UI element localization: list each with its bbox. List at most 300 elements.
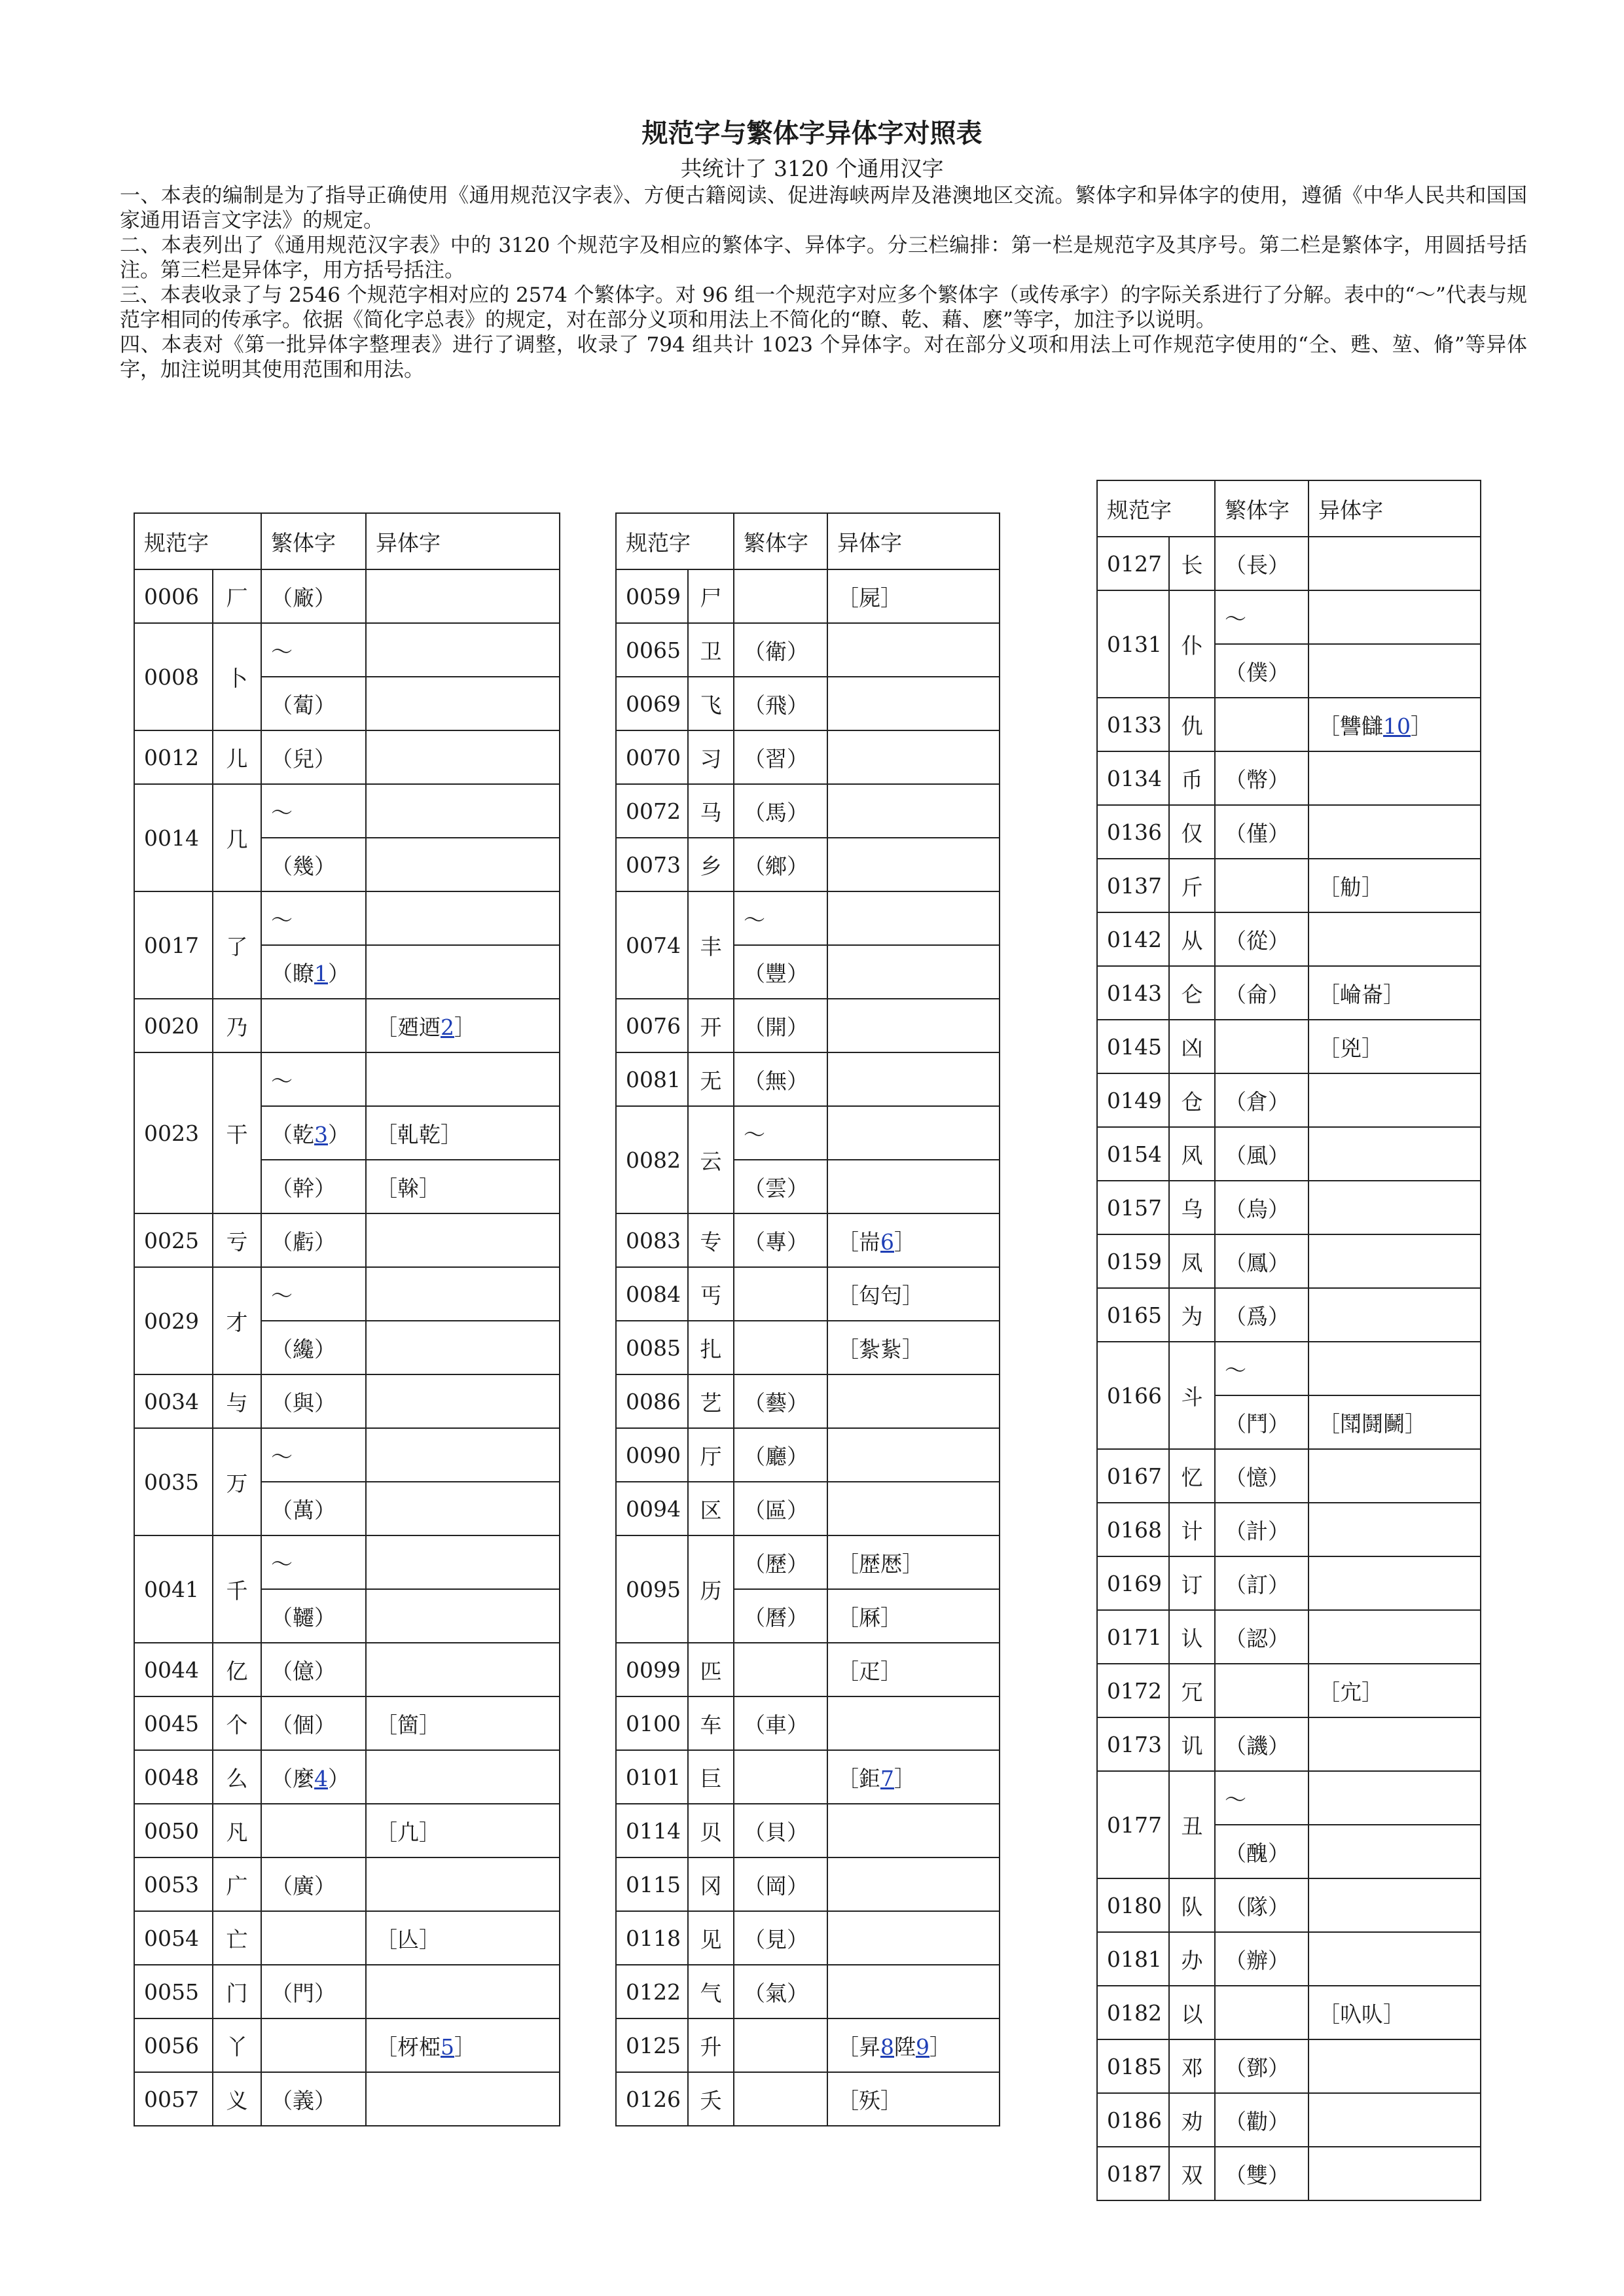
standard-char: 个 xyxy=(213,1696,261,1750)
traditional-char: （僅） xyxy=(1225,820,1290,846)
traditional-cell xyxy=(261,1696,366,1750)
variant-chars: ［昇 xyxy=(837,2034,880,2060)
standard-char: 么 xyxy=(213,1750,261,1804)
traditional-char: （歷） xyxy=(744,1551,808,1577)
traditional-char: （豐） xyxy=(744,960,808,986)
standard-char: 仆 xyxy=(1169,590,1215,698)
bracket-close: ］ xyxy=(1411,713,1432,739)
table-row xyxy=(134,1696,560,1750)
char-number: 0186 xyxy=(1097,2093,1169,2147)
traditional-cell xyxy=(1215,859,1308,912)
traditional-char: （雙） xyxy=(1225,2162,1290,2188)
traditional-char: （虧） xyxy=(271,1229,336,1255)
standard-char: 认 xyxy=(1169,1610,1215,1664)
traditional-cell xyxy=(734,999,827,1052)
standard-char: 广 xyxy=(213,1857,261,1911)
footnote-link[interactable]: 9 xyxy=(916,2034,929,2060)
traditional-cell xyxy=(261,1321,366,1374)
variant-cell xyxy=(1308,644,1481,698)
variant-cell xyxy=(366,1696,560,1750)
char-number: 0045 xyxy=(134,1696,213,1750)
variant-chars: ［亾］ xyxy=(376,1926,441,1952)
standard-char: 办 xyxy=(1169,1932,1215,1986)
traditional-cell xyxy=(261,1482,366,1535)
variant-chars: 陞 xyxy=(894,2034,916,2060)
variant-chars: ［疋］ xyxy=(837,1658,902,1684)
standard-char: 马 xyxy=(688,784,734,838)
traditional-cell xyxy=(261,677,366,730)
standard-char: 厂 xyxy=(213,569,261,623)
variant-cell xyxy=(827,1589,1000,1643)
variant-cell xyxy=(366,1589,560,1643)
footnote-link[interactable]: 5 xyxy=(441,2034,454,2060)
variant-cell xyxy=(827,1374,1000,1428)
variant-cell xyxy=(827,891,1000,945)
char-number: 0074 xyxy=(616,891,688,999)
footnote-link[interactable]: 1 xyxy=(314,960,328,986)
table-row xyxy=(616,1267,1000,1321)
standard-char: 匹 xyxy=(688,1643,734,1696)
traditional-cell xyxy=(261,623,366,677)
char-number: 0053 xyxy=(134,1857,213,1911)
table-row xyxy=(1097,859,1481,912)
table-row xyxy=(616,1696,1000,1750)
table-row xyxy=(616,623,1000,677)
variant-cell xyxy=(366,1643,560,1696)
variant-cell xyxy=(366,1911,560,1965)
table-row xyxy=(134,1428,560,1482)
char-number: 0025 xyxy=(134,1213,213,1267)
variant-cell xyxy=(827,677,1000,730)
variant-cell xyxy=(1308,1127,1481,1181)
traditional-cell xyxy=(1215,1181,1308,1234)
traditional-char: （譏） xyxy=(1225,1732,1290,1759)
standard-char: 万 xyxy=(213,1428,261,1535)
traditional-cell xyxy=(734,1696,827,1750)
table-row xyxy=(134,1643,560,1696)
variant-cell xyxy=(366,569,560,623)
traditional-cell xyxy=(261,1965,366,2018)
variant-cell xyxy=(827,1643,1000,1696)
character-table-1 xyxy=(134,512,560,2126)
traditional-char: （車） xyxy=(744,1712,808,1738)
standard-char: 丰 xyxy=(688,891,734,999)
table-row xyxy=(134,1267,560,1321)
intro-paragraph: 四、本表对《第一批异体字整理表》进行了调整，收录了 794 组共计 1023 个异体字。对在部分义项和用法上可作规范字使用的“仝、甦、堃、脩”等异体字，加注说明其使用范围和用法。 xyxy=(120,333,1527,382)
variant-cell xyxy=(827,623,1000,677)
traditional-char: （從） xyxy=(1225,927,1290,954)
traditional-char: （義） xyxy=(271,2087,336,2113)
char-number: 0101 xyxy=(616,1750,688,1804)
char-number: 0082 xyxy=(616,1106,688,1213)
traditional-cell xyxy=(1215,912,1308,966)
table-row xyxy=(134,1804,560,1857)
char-number: 0023 xyxy=(134,1052,213,1213)
standard-char: 长 xyxy=(1169,537,1215,590)
traditional-char: （蔔） xyxy=(271,692,336,718)
traditional-char: （瞭 xyxy=(271,960,314,986)
variant-cell xyxy=(1308,1932,1481,1986)
variant-cell xyxy=(827,1428,1000,1482)
standard-char: 订 xyxy=(1169,1556,1215,1610)
char-number: 0115 xyxy=(616,1857,688,1911)
table-row xyxy=(1097,698,1481,751)
variant-cell xyxy=(366,677,560,730)
variant-cell xyxy=(366,730,560,784)
traditional-char: （爲） xyxy=(1225,1303,1290,1329)
table-row xyxy=(1097,1610,1481,1664)
traditional-char: （訂） xyxy=(1225,1571,1290,1598)
variant-cell xyxy=(1308,2039,1481,2093)
traditional-cell xyxy=(1215,1127,1308,1181)
traditional-cell xyxy=(261,945,366,999)
traditional-char: （乾 xyxy=(271,1121,314,1147)
char-number: 0173 xyxy=(1097,1717,1169,1771)
character-table-2 xyxy=(615,512,1000,2126)
traditional-cell xyxy=(261,891,366,945)
standard-char: 邓 xyxy=(1169,2039,1215,2093)
standard-char: 车 xyxy=(688,1696,734,1750)
traditional-cell xyxy=(261,1804,366,1857)
variant-cell xyxy=(366,1535,560,1589)
traditional-cell xyxy=(734,1321,827,1374)
traditional-cell xyxy=(734,1750,827,1804)
variant-cell xyxy=(827,1696,1000,1750)
variant-cell xyxy=(827,1267,1000,1321)
standard-char: 气 xyxy=(688,1965,734,2018)
table-row xyxy=(616,838,1000,891)
traditional-cell xyxy=(734,1106,827,1160)
table-row xyxy=(616,1857,1000,1911)
traditional-cell xyxy=(1215,1878,1308,1932)
char-number: 0100 xyxy=(616,1696,688,1750)
traditional-char: ～ xyxy=(271,638,293,664)
table-row xyxy=(616,1750,1000,1804)
character-table-3 xyxy=(1096,480,1481,2201)
standard-char: 巨 xyxy=(688,1750,734,1804)
traditional-cell xyxy=(734,730,827,784)
traditional-char: ～ xyxy=(744,1121,765,1147)
table-row xyxy=(134,999,560,1052)
traditional-char: （鄉） xyxy=(744,853,808,879)
standard-char: 尸 xyxy=(688,569,734,623)
standard-char: 历 xyxy=(688,1535,734,1643)
traditional-char: （開） xyxy=(744,1014,808,1040)
variant-cell xyxy=(366,1857,560,1911)
char-number: 0069 xyxy=(616,677,688,730)
char-number: 0165 xyxy=(1097,1288,1169,1342)
traditional-char: ～ xyxy=(271,1282,293,1308)
traditional-cell xyxy=(261,1106,366,1160)
char-number: 0055 xyxy=(134,1965,213,2018)
variant-cell xyxy=(366,784,560,838)
table-row xyxy=(616,784,1000,838)
variant-cell xyxy=(1308,1342,1481,1395)
standard-char: 冈 xyxy=(688,1857,734,1911)
traditional-cell xyxy=(734,1213,827,1267)
traditional-cell xyxy=(1215,2093,1308,2147)
bracket-close: ） xyxy=(328,960,350,986)
table-row xyxy=(616,1482,1000,1535)
variant-cell xyxy=(1308,1986,1481,2039)
traditional-char: （鄧） xyxy=(1225,2054,1290,2081)
traditional-char: （藝） xyxy=(744,1390,808,1416)
variant-chars: ［紮紥］ xyxy=(837,1336,924,1362)
standard-char: 斗 xyxy=(1169,1342,1215,1449)
traditional-char: ～ xyxy=(271,1551,293,1577)
table-row xyxy=(1097,2039,1481,2093)
table-row xyxy=(1097,1181,1481,1234)
traditional-cell xyxy=(1215,1771,1308,1825)
char-number: 0145 xyxy=(1097,1020,1169,1073)
table-row xyxy=(1097,590,1481,644)
standard-char: 云 xyxy=(688,1106,734,1213)
char-number: 0065 xyxy=(616,623,688,677)
char-number: 0142 xyxy=(1097,912,1169,966)
char-number: 0035 xyxy=(134,1428,213,1535)
bracket-close: ］ xyxy=(894,1765,916,1791)
traditional-char: ～ xyxy=(744,906,765,933)
traditional-char: （長） xyxy=(1225,552,1290,578)
variant-cell xyxy=(1308,1395,1481,1449)
table-row xyxy=(1097,1234,1481,1288)
traditional-char: （專） xyxy=(744,1229,808,1255)
char-number: 0012 xyxy=(134,730,213,784)
char-number: 0034 xyxy=(134,1374,213,1428)
variant-cell xyxy=(366,838,560,891)
bracket-close: ） xyxy=(328,1765,350,1791)
variant-cell xyxy=(1308,1771,1481,1825)
table-row xyxy=(616,891,1000,945)
traditional-cell xyxy=(1215,1020,1308,1073)
char-number: 0133 xyxy=(1097,698,1169,751)
standard-char: 队 xyxy=(1169,1878,1215,1932)
traditional-cell xyxy=(1215,2039,1308,2093)
standard-char: 亡 xyxy=(213,1911,261,1965)
variant-cell xyxy=(827,1857,1000,1911)
variant-cell xyxy=(366,891,560,945)
traditional-char: （麼 xyxy=(271,1765,314,1791)
standard-char: 凡 xyxy=(213,1804,261,1857)
char-number: 0136 xyxy=(1097,805,1169,859)
char-number: 0081 xyxy=(616,1052,688,1106)
standard-char: 亏 xyxy=(213,1213,261,1267)
standard-char: 乌 xyxy=(1169,1181,1215,1234)
traditional-char: （纔） xyxy=(271,1336,336,1362)
traditional-cell xyxy=(1215,590,1308,644)
traditional-char: （計） xyxy=(1225,1518,1290,1544)
variant-cell xyxy=(366,1965,560,2018)
header-standard: 规范字 xyxy=(134,513,261,569)
footnote-link[interactable]: 10 xyxy=(1383,713,1411,739)
variant-chars: ［厤］ xyxy=(837,1604,902,1630)
variant-cell xyxy=(827,1965,1000,2018)
table-row xyxy=(134,891,560,945)
footnote-link[interactable]: 7 xyxy=(880,1765,894,1791)
traditional-char: （憶） xyxy=(1225,1464,1290,1490)
char-number: 0137 xyxy=(1097,859,1169,912)
char-number: 0099 xyxy=(616,1643,688,1696)
traditional-char: （隊） xyxy=(1225,1893,1290,1920)
header-standard: 规范字 xyxy=(616,513,734,569)
traditional-cell xyxy=(1215,1342,1308,1395)
footnote-link[interactable]: 3 xyxy=(314,1121,328,1147)
char-number: 0054 xyxy=(134,1911,213,1965)
traditional-cell xyxy=(261,1589,366,1643)
header-variant: 异体字 xyxy=(827,513,1000,569)
variant-cell xyxy=(366,1321,560,1374)
traditional-char: ～ xyxy=(271,1443,293,1469)
footnote-link[interactable]: 4 xyxy=(314,1765,328,1791)
char-number: 0094 xyxy=(616,1482,688,1535)
variant-cell xyxy=(1308,1181,1481,1234)
table-row xyxy=(1097,1503,1481,1556)
traditional-cell xyxy=(1215,1986,1308,2039)
standard-char: 劝 xyxy=(1169,2093,1215,2147)
char-number: 0159 xyxy=(1097,1234,1169,1288)
traditional-cell xyxy=(261,1428,366,1482)
table-row xyxy=(134,730,560,784)
table-row xyxy=(616,1106,1000,1160)
traditional-char: （侖） xyxy=(1225,981,1290,1007)
traditional-char: ～ xyxy=(271,906,293,933)
traditional-cell xyxy=(261,999,366,1052)
standard-char: 丐 xyxy=(688,1267,734,1321)
table-header-row xyxy=(616,513,1000,569)
variant-cell xyxy=(827,838,1000,891)
standard-char: 仑 xyxy=(1169,966,1215,1020)
variant-cell xyxy=(1308,1073,1481,1127)
standard-char: 门 xyxy=(213,1965,261,2018)
table-row xyxy=(1097,1717,1481,1771)
traditional-cell xyxy=(1215,1234,1308,1288)
char-number: 0050 xyxy=(134,1804,213,1857)
traditional-cell xyxy=(1215,537,1308,590)
footnote-link[interactable]: 8 xyxy=(880,2034,894,2060)
variant-chars: ［觔］ xyxy=(1318,874,1383,900)
char-number: 0168 xyxy=(1097,1503,1169,1556)
table-row xyxy=(1097,2093,1481,2147)
traditional-char: （風） xyxy=(1225,1142,1290,1168)
traditional-cell xyxy=(1215,1932,1308,1986)
standard-char: 仇 xyxy=(1169,698,1215,751)
traditional-char: （無） xyxy=(744,1067,808,1094)
table-row xyxy=(1097,912,1481,966)
table-row xyxy=(134,1857,560,1911)
standard-char: 厅 xyxy=(688,1428,734,1482)
table-row xyxy=(616,677,1000,730)
variant-cell xyxy=(366,1213,560,1267)
traditional-cell xyxy=(734,1911,827,1965)
traditional-cell xyxy=(734,623,827,677)
standard-char: 贝 xyxy=(688,1804,734,1857)
char-number: 0044 xyxy=(134,1643,213,1696)
table-row xyxy=(134,1911,560,1965)
variant-cell xyxy=(366,1428,560,1482)
traditional-cell xyxy=(1215,1664,1308,1717)
traditional-char: （萬） xyxy=(271,1497,336,1523)
traditional-char: （廳） xyxy=(744,1443,808,1469)
traditional-cell xyxy=(261,1374,366,1428)
traditional-char: （僕） xyxy=(1225,659,1290,685)
traditional-char: （飛） xyxy=(744,692,808,718)
standard-char: 乡 xyxy=(688,838,734,891)
table-row xyxy=(1097,1878,1481,1932)
traditional-char: （兒） xyxy=(271,745,336,772)
header-traditional: 繁体字 xyxy=(261,513,366,569)
variant-cell xyxy=(366,1750,560,1804)
traditional-cell xyxy=(734,1428,827,1482)
variant-chars: ［耑 xyxy=(837,1229,880,1255)
variant-cell xyxy=(827,1321,1000,1374)
traditional-cell xyxy=(261,1535,366,1589)
traditional-cell xyxy=(261,1213,366,1267)
traditional-cell xyxy=(1215,1503,1308,1556)
standard-char: 斤 xyxy=(1169,859,1215,912)
traditional-cell xyxy=(734,1482,827,1535)
table-row xyxy=(134,1213,560,1267)
table-row xyxy=(1097,1127,1481,1181)
traditional-char: ～ xyxy=(271,1067,293,1094)
table-row xyxy=(616,999,1000,1052)
variant-cell xyxy=(1308,1610,1481,1664)
variant-chars: ［鉅 xyxy=(837,1765,880,1791)
variant-chars: ［乹乾］ xyxy=(376,1121,462,1147)
traditional-cell xyxy=(1215,1449,1308,1503)
table-row xyxy=(616,569,1000,623)
traditional-char: （見） xyxy=(744,1926,808,1952)
traditional-cell xyxy=(261,730,366,784)
table-row xyxy=(134,569,560,623)
traditional-char: （認） xyxy=(1225,1625,1290,1651)
standard-char: 升 xyxy=(688,2018,734,2072)
standard-char: 计 xyxy=(1169,1503,1215,1556)
variant-cell xyxy=(1308,590,1481,644)
traditional-cell xyxy=(1215,1610,1308,1664)
table-row xyxy=(1097,751,1481,805)
table-row xyxy=(1097,1556,1481,1610)
variant-chars: ［凣］ xyxy=(376,1819,441,1845)
char-number: 0131 xyxy=(1097,590,1169,698)
standard-char: 仅 xyxy=(1169,805,1215,859)
char-number: 0127 xyxy=(1097,537,1169,590)
variant-chars: ［枒椏 xyxy=(376,2034,441,2060)
table-row xyxy=(134,623,560,677)
traditional-cell xyxy=(261,2018,366,2072)
traditional-cell xyxy=(261,1267,366,1321)
char-number: 0073 xyxy=(616,838,688,891)
footnote-link[interactable]: 2 xyxy=(441,1014,454,1040)
variant-cell xyxy=(1308,1664,1481,1717)
variant-chars: ［榦］ xyxy=(376,1175,441,1201)
table-row xyxy=(616,1804,1000,1857)
variant-chars: ［殀］ xyxy=(837,2087,902,2113)
table-row xyxy=(1097,1932,1481,1986)
standard-char: 千 xyxy=(213,1535,261,1643)
traditional-char: ～ xyxy=(1225,1786,1246,1812)
traditional-char: （幣） xyxy=(1225,766,1290,793)
table-row xyxy=(616,1374,1000,1428)
traditional-cell xyxy=(734,1267,827,1321)
bracket-close: ］ xyxy=(894,1229,916,1255)
variant-cell xyxy=(1308,2147,1481,2200)
variant-cell xyxy=(1308,805,1481,859)
variant-cell xyxy=(1308,966,1481,1020)
char-number: 0182 xyxy=(1097,1986,1169,2039)
traditional-cell xyxy=(734,1535,827,1589)
footnote-link[interactable]: 6 xyxy=(880,1229,894,1255)
variant-cell xyxy=(366,1804,560,1857)
